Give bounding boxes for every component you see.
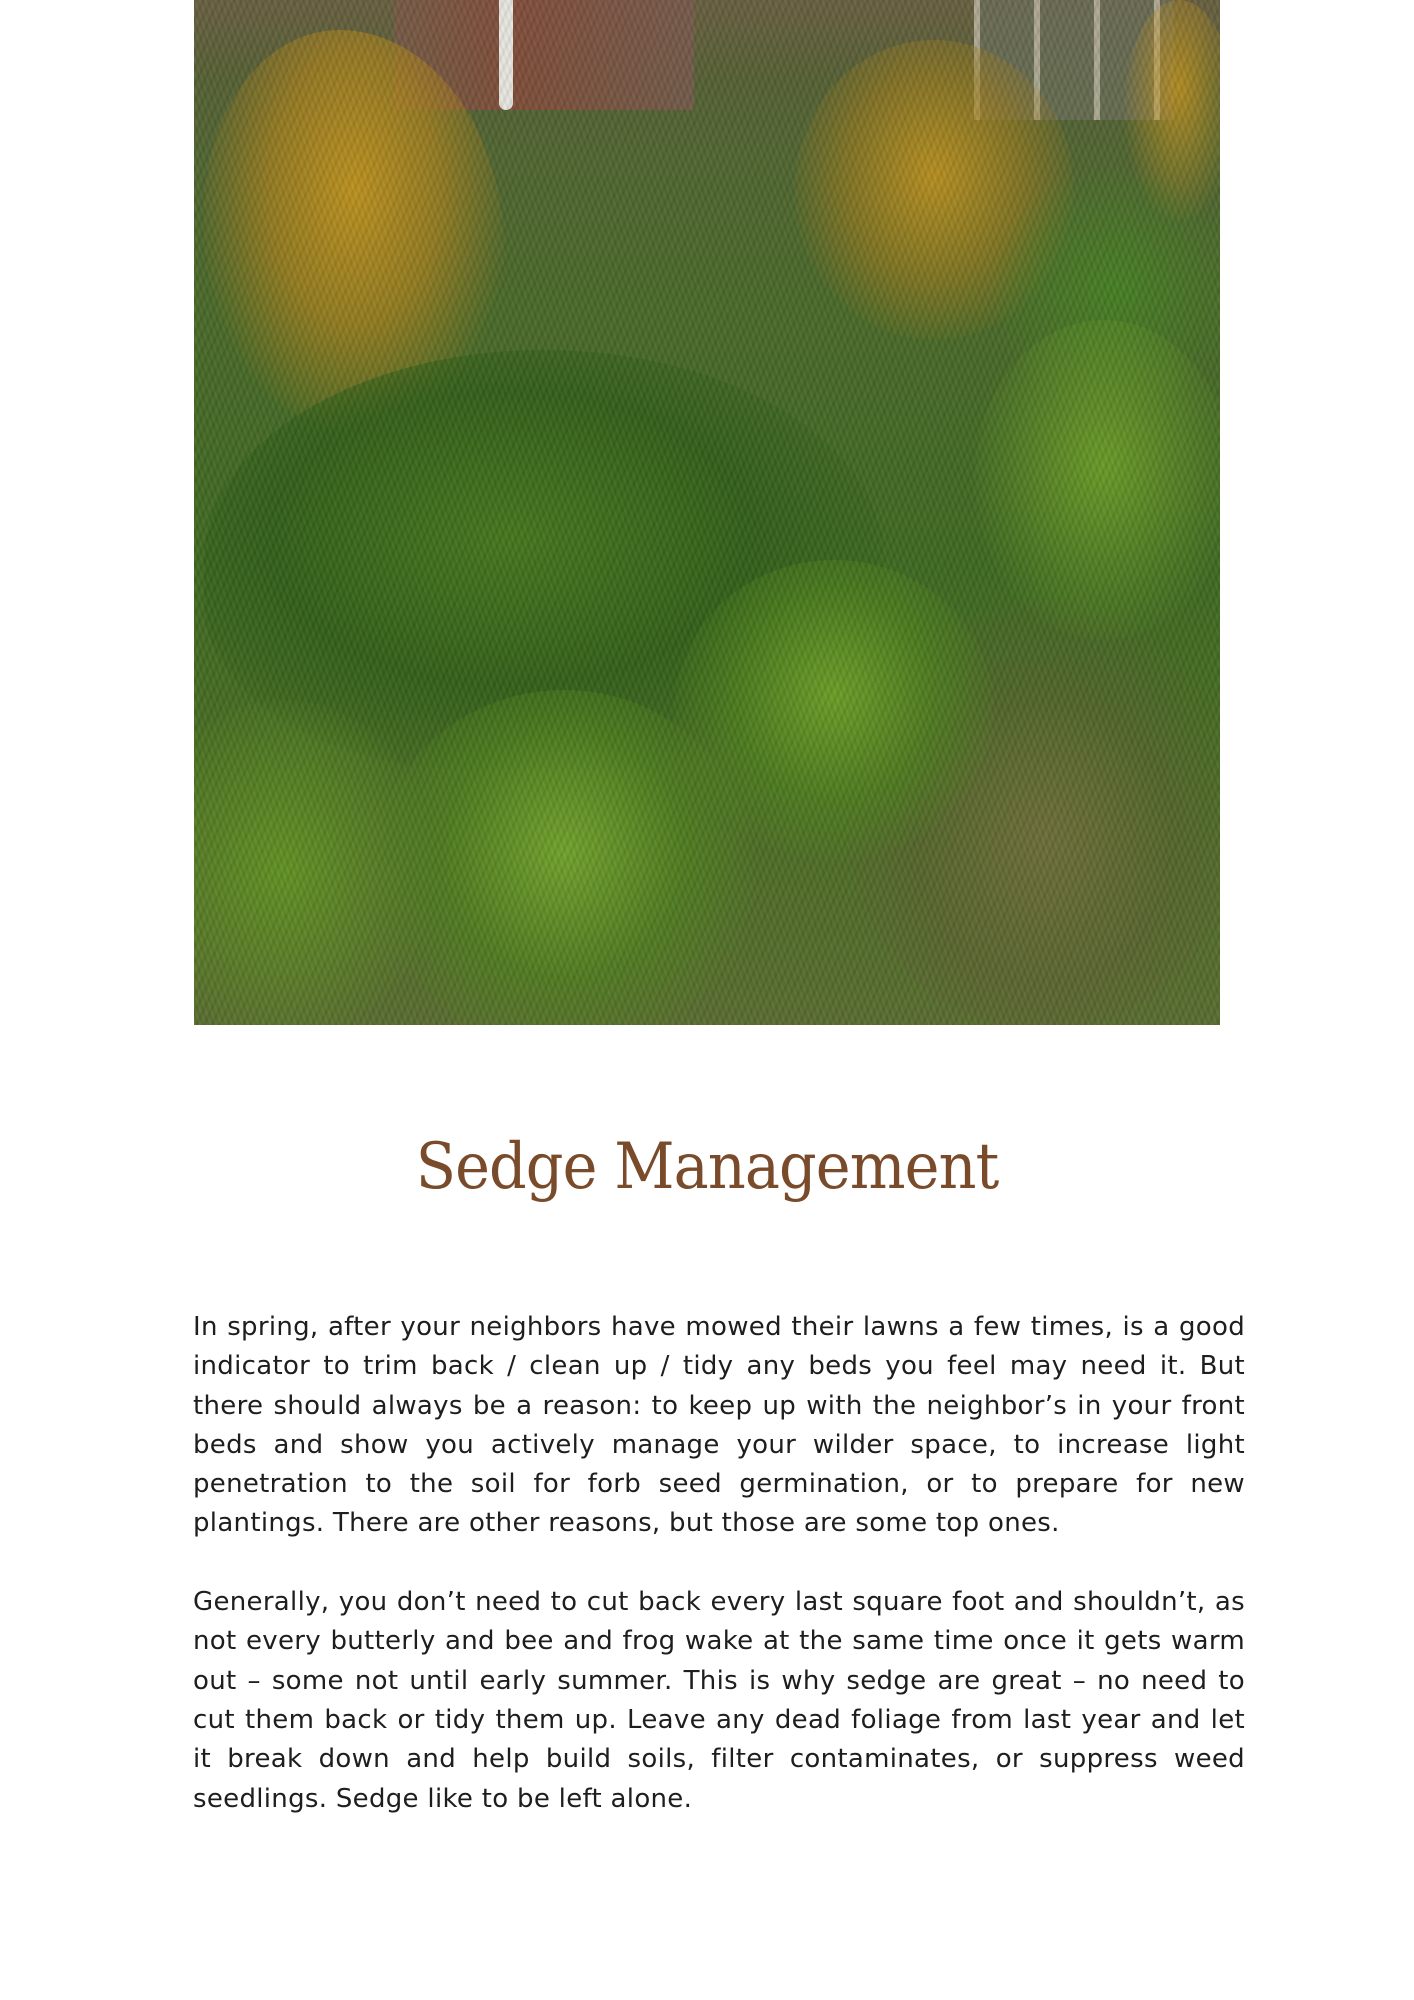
body-text [193,1308,1245,1858]
paragraph: In spring, after your neighbors have mowed their lawns a few times, is a good indicator to trim back / clean up / tidy any beds you feel may need it. But there should always be a reason: to keep up with the neighbor’s in your front beds and show you actively manage your wilder space, to increase light penetration to the soil for forb seed germination, or to prepare for new plantings. There are other reasons, but those are some top ones. [193,1312,1245,1539]
photo-texture [194,0,1220,1025]
page-title: Sedge Management [415,1130,999,1204]
garden-photo [194,0,1220,1025]
paragraph: Generally, you don’t need to cut back every last square foot and shouldn’t, as not every butterly and bee and frog wake at the same time once it gets warm out – some not until early summer. This is why sedge are great – no need to cut them back or tidy them up. Leave any dead foliage from last year and let it break down and help build soils, filter contaminates, or suppress weed seedlings. Sedge like to be left alone. [193,1587,1245,1814]
